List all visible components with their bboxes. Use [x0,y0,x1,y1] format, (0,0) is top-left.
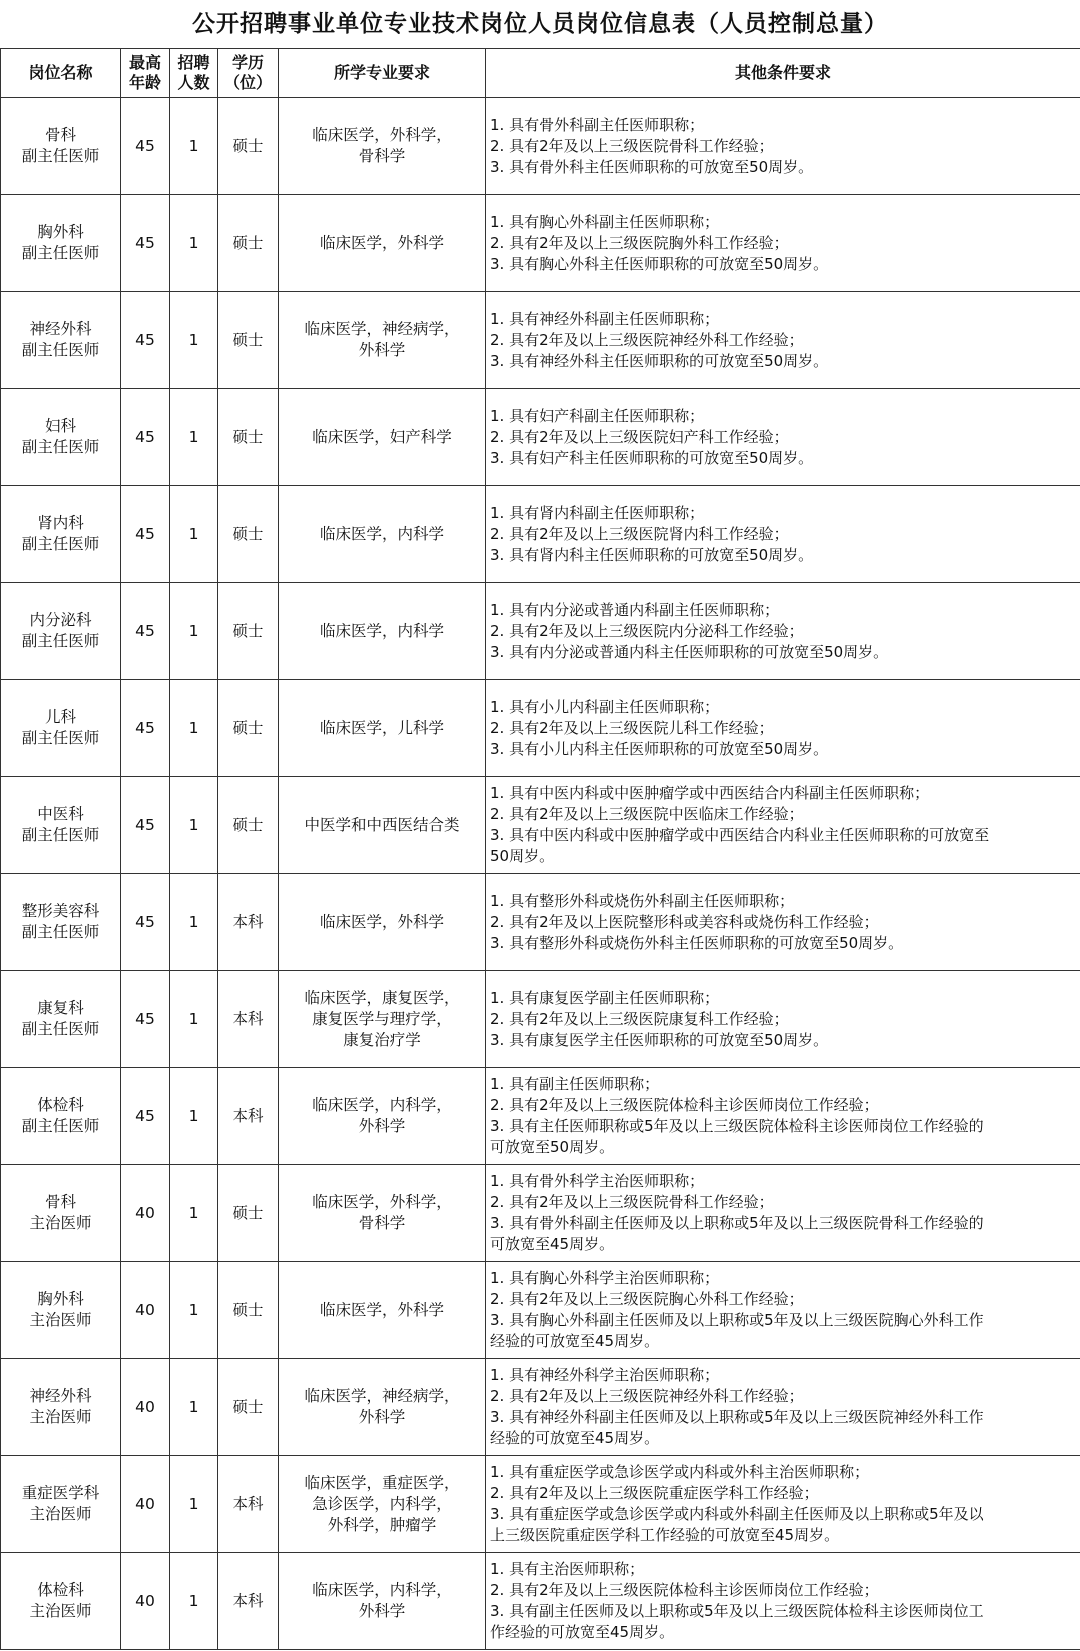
other-requirements-line: 1. 具有整形外科或烧伤外科副主任医师职称； [490,891,795,910]
major-requirement-line: 外科学 [358,341,406,359]
other-requirements [486,195,1080,292]
position-name-line: 肾内科 [37,514,84,532]
other-requirements-line: 3. 具有骨外科副主任医师及以上职称或5年及以上三级医院骨科工作经验的 [490,1214,984,1232]
max-age: 45 [121,777,170,874]
table-row [1,292,1080,389]
other-requirements-line: 1. 具有胸心外科学主治医师职称； [490,1269,720,1287]
header-position: 岗位名称 [1,49,121,98]
position-name-line: 重症医学科 [21,1484,100,1502]
major-requirement-line: 临床医学，重症医学， [304,1473,460,1492]
position-name-line: 副主任医师 [21,244,100,262]
other-requirements-line: 经验的可放宽至45周岁。 [490,1429,660,1447]
major-requirement-line: 康复治疗学 [343,1030,421,1049]
other-requirements-line: 3. 具有胸心外科主任医师职称的可放宽至50周岁。 [490,254,829,273]
position-name-line: 副主任医师 [21,1020,100,1038]
position-name-line: 副主任医师 [21,438,100,456]
education: 本科 [218,1068,279,1165]
position-name-line: 主治医师 [29,1505,92,1523]
position-name-line: 中医科 [37,805,84,823]
other-requirements-line: 2. 具有2年及以上三级医院神经外科工作经验； [490,330,804,349]
other-requirements-line: 2. 具有2年及以上三级医院体检科主诊医师岗位工作经验； [490,1581,879,1599]
position-name-line: 妇科 [44,417,76,435]
other-requirements-line: 1. 具有主治医师职称； [490,1560,645,1578]
major-requirement [279,292,486,389]
max-age: 45 [121,389,170,486]
other-requirements-line: 1. 具有肾内科副主任医师职称； [490,503,705,522]
education: 硕士 [218,777,279,874]
position-name-line: 副主任医师 [21,147,100,165]
recruit-count: 1 [170,874,218,971]
other-requirements [486,1456,1080,1553]
other-requirements [486,486,1080,583]
other-requirements-line: 1. 具有骨外科学主治医师职称； [490,1172,705,1190]
max-age: 45 [121,680,170,777]
education: 硕士 [218,195,279,292]
position-name [1,195,121,292]
other-requirements [486,1262,1080,1359]
other-requirements-line: 1. 具有副主任医师职称； [490,1075,660,1093]
other-requirements-line: 上三级医院重症医学科工作经验的可放宽至45周岁。 [490,1526,840,1544]
major-requirement-line: 临床医学，外科学， [312,1193,452,1211]
other-requirements-line: 2. 具有2年及以上三级医院妇产科工作经验； [490,427,789,446]
position-name [1,680,121,777]
major-requirement-line: 临床医学，内科学 [319,524,444,543]
other-requirements-line: 2. 具有2年及以上三级医院中医临床工作经验； [490,805,804,823]
major-requirement [279,680,486,777]
other-requirements-line: 2. 具有2年及以上三级医院康复科工作经验； [490,1009,789,1028]
position-name-line: 主治医师 [29,1408,92,1426]
other-requirements [486,1068,1080,1165]
recruit-count: 1 [170,1553,218,1650]
header-recruit-count: 招聘 人数 [170,49,218,98]
position-name [1,1068,121,1165]
major-requirement [279,874,486,971]
position-name [1,1359,121,1456]
other-requirements-line: 3. 具有副主任医师及以上职称或5年及以上三级医院体检科主诊医师岗位工 [490,1602,984,1620]
major-requirement-line: 临床医学，外科学 [319,912,444,931]
position-name-line: 副主任医师 [21,632,100,650]
other-requirements-line: 3. 具有肾内科主任医师职称的可放宽至50周岁。 [490,545,814,564]
header-education: 学历 （位） [218,49,279,98]
position-table [0,48,1080,1650]
position-name [1,1165,121,1262]
max-age: 40 [121,1262,170,1359]
education: 本科 [218,1553,279,1650]
other-requirements-line: 2. 具有2年及以上三级医院骨科工作经验； [490,1193,774,1211]
position-name [1,1262,121,1359]
table-header-row [1,49,1080,98]
other-requirements-line: 1. 具有小儿内科副主任医师职称； [490,697,720,716]
major-requirement-line: 中医学和中西医结合类 [304,815,460,834]
major-requirement [279,98,486,195]
major-requirement-line: 临床医学，神经病学， [304,1387,460,1405]
other-requirements [486,680,1080,777]
position-name [1,583,121,680]
max-age: 45 [121,583,170,680]
other-requirements [486,292,1080,389]
table-row [1,389,1080,486]
other-requirements [486,1165,1080,1262]
position-name [1,1456,121,1553]
max-age: 45 [121,1068,170,1165]
other-requirements [486,1359,1080,1456]
position-name-line: 神经外科 [29,320,92,338]
table-row [1,1262,1080,1359]
other-requirements-line: 作经验的可放宽至45周岁。 [490,1623,675,1641]
major-requirement [279,1359,486,1456]
table-row [1,1359,1080,1456]
major-requirement-line: 临床医学，儿科学 [319,718,444,737]
other-requirements-line: 3. 具有整形外科或烧伤外科主任医师职称的可放宽至50周岁。 [490,933,904,952]
position-name-line: 主治医师 [29,1311,92,1329]
position-name [1,486,121,583]
major-requirement [279,1456,486,1553]
table-row [1,971,1080,1068]
other-requirements-line: 1. 具有神经外科副主任医师职称； [490,309,720,328]
recruit-count: 1 [170,292,218,389]
position-name-line: 胸外科 [37,223,84,241]
position-name-line: 骨科 [44,1193,76,1211]
other-requirements-line: 2. 具有2年及以上三级医院胸外科工作经验； [490,233,789,252]
other-requirements-line: 1. 具有胸心外科副主任医师职称； [490,212,720,231]
other-requirements-line: 1. 具有中医内科或中医肿瘤学或中西医结合内科副主任医师职称； [490,784,930,802]
other-requirements-line: 3. 具有主任医师职称或5年及以上三级医院体检科主诊医师岗位工作经验的 [490,1117,984,1135]
table-row [1,874,1080,971]
position-name [1,874,121,971]
education: 硕士 [218,98,279,195]
other-requirements-line: 3. 具有康复医学主任医师职称的可放宽至50周岁。 [490,1030,829,1049]
recruit-count: 1 [170,1456,218,1553]
recruit-count: 1 [170,195,218,292]
page-title: 公开招聘事业单位专业技术岗位人员岗位信息表（人员控制总量） [192,11,888,37]
education: 硕士 [218,486,279,583]
education: 硕士 [218,1165,279,1262]
other-requirements-line: 1. 具有重症医学或急诊医学或内科或外科主治医师职称； [490,1463,870,1481]
position-name-line: 主治医师 [29,1602,92,1620]
major-requirement-line: 外科学 [358,1408,406,1426]
other-requirements-line: 可放宽至50周岁。 [490,1138,615,1156]
position-name [1,1553,121,1650]
education: 硕士 [218,1359,279,1456]
major-requirement [279,971,486,1068]
position-name-line: 康复科 [37,999,84,1017]
major-requirement [279,486,486,583]
recruit-count: 1 [170,1262,218,1359]
other-requirements-line: 2. 具有2年及以上三级医院儿科工作经验； [490,718,774,737]
position-name-line: 副主任医师 [21,923,100,941]
recruit-count: 1 [170,98,218,195]
education: 硕士 [218,583,279,680]
table-row [1,486,1080,583]
other-requirements-line: 3. 具有小儿内科主任医师职称的可放宽至50周岁。 [490,739,829,758]
position-name [1,389,121,486]
position-name [1,98,121,195]
table-row [1,1165,1080,1262]
recruit-count: 1 [170,1068,218,1165]
education: 硕士 [218,1262,279,1359]
max-age: 40 [121,1165,170,1262]
major-requirement-line: 临床医学，神经病学， [304,320,460,338]
table-row [1,777,1080,874]
recruit-count: 1 [170,777,218,874]
other-requirements-line: 1. 具有妇产科副主任医师职称； [490,406,705,425]
max-age: 40 [121,1359,170,1456]
major-requirement-line: 急诊医学，内科学， [312,1494,452,1513]
recruit-count: 1 [170,1165,218,1262]
other-requirements-line: 2. 具有2年及以上三级医院重症医学科工作经验； [490,1484,819,1502]
position-name-line: 体检科 [37,1581,84,1599]
other-requirements [486,583,1080,680]
other-requirements-line: 3. 具有内分泌或普通内科主任医师职称的可放宽至50周岁。 [490,642,889,661]
other-requirements-line: 2. 具有2年及以上三级医院肾内科工作经验； [490,524,789,543]
other-requirements-line: 1. 具有内分泌或普通内科副主任医师职称； [490,600,780,619]
recruit-count: 1 [170,583,218,680]
table-row [1,1456,1080,1553]
major-requirement-line: 外科学，肿瘤学 [327,1515,437,1534]
other-requirements [486,389,1080,486]
other-requirements-line: 3. 具有神经外科主任医师职称的可放宽至50周岁。 [490,351,829,370]
position-name-line: 神经外科 [29,1387,92,1405]
position-name [1,971,121,1068]
major-requirement-line: 临床医学，妇产科学 [312,427,452,446]
other-requirements-line: 50周岁。 [490,847,555,865]
major-requirement-line: 临床医学，内科学， [312,1581,452,1599]
header-major: 所学专业要求 [279,49,486,98]
major-requirement-line: 临床医学，康复医学， [304,988,460,1007]
other-requirements-line: 1. 具有康复医学副主任医师职称； [490,988,720,1007]
major-requirement-line: 临床医学，外科学， [312,126,452,144]
max-age: 45 [121,195,170,292]
major-requirement [279,195,486,292]
position-name-line: 副主任医师 [21,535,100,553]
major-requirement-line: 临床医学，外科学 [319,233,444,252]
max-age: 45 [121,486,170,583]
position-name [1,292,121,389]
position-name-line: 主治医师 [29,1214,92,1232]
major-requirement-line: 临床医学，内科学， [312,1096,452,1114]
max-age: 45 [121,98,170,195]
major-requirement-line: 临床医学，内科学 [319,621,444,640]
other-requirements-line: 经验的可放宽至45周岁。 [490,1332,660,1350]
other-requirements [486,98,1080,195]
max-age: 45 [121,874,170,971]
education: 本科 [218,874,279,971]
position-name [1,777,121,874]
position-name-line: 副主任医师 [21,1117,100,1135]
position-name-line: 整形美容科 [21,902,100,920]
other-requirements-line: 2. 具有2年及以上三级医院神经外科工作经验； [490,1387,804,1405]
other-requirements-line: 3. 具有胸心外科副主任医师及以上职称或5年及以上三级医院胸心外科工作 [490,1311,984,1329]
other-requirements-line: 1. 具有骨外科副主任医师职称； [490,115,705,134]
major-requirement [279,1262,486,1359]
position-name-line: 副主任医师 [21,729,100,747]
table-row [1,583,1080,680]
header-max-age: 最高 年龄 [121,49,170,98]
other-requirements-line: 3. 具有中医内科或中医肿瘤学或中西医结合内科业主任医师职称的可放宽至 [490,826,990,844]
major-requirement-line: 外科学 [358,1602,406,1620]
other-requirements-line: 2. 具有2年及以上三级医院体检科主诊医师岗位工作经验； [490,1096,879,1114]
max-age: 40 [121,1456,170,1553]
other-requirements-line: 2. 具有2年及以上医院整形科或美容科或烧伤科工作经验； [490,912,879,931]
major-requirement-line: 骨科学 [358,147,406,165]
recruit-count: 1 [170,389,218,486]
other-requirements [486,971,1080,1068]
other-requirements-line: 2. 具有2年及以上三级医院骨科工作经验； [490,136,774,155]
education: 本科 [218,1456,279,1553]
education: 本科 [218,971,279,1068]
position-name-line: 体检科 [37,1096,84,1114]
other-requirements-line: 2. 具有2年及以上三级医院内分泌科工作经验； [490,621,804,640]
other-requirements-line: 3. 具有神经外科副主任医师及以上职称或5年及以上三级医院神经外科工作 [490,1408,984,1426]
recruit-count: 1 [170,486,218,583]
major-requirement [279,583,486,680]
other-requirements [486,1553,1080,1650]
education: 硕士 [218,389,279,486]
header-other-requirements: 其他条件要求 [486,49,1080,98]
education: 硕士 [218,292,279,389]
major-requirement-line: 康复医学与理疗学， [312,1009,452,1028]
table-row [1,195,1080,292]
major-requirement [279,777,486,874]
major-requirement [279,389,486,486]
major-requirement-line: 外科学 [358,1117,406,1135]
major-requirement [279,1553,486,1650]
recruit-count: 1 [170,680,218,777]
table-row [1,98,1080,195]
position-name-line: 胸外科 [37,1290,84,1308]
position-name-line: 儿科 [44,708,76,726]
position-name-line: 副主任医师 [21,826,100,844]
major-requirement-line: 骨科学 [358,1214,406,1232]
other-requirements-line: 3. 具有骨外科主任医师职称的可放宽至50周岁。 [490,157,814,176]
recruit-count: 1 [170,1359,218,1456]
position-name-line: 内分泌科 [29,611,92,629]
table-row [1,1068,1080,1165]
other-requirements [486,777,1080,874]
major-requirement [279,1068,486,1165]
table-row [1,1553,1080,1650]
major-requirement-line: 临床医学，外科学 [319,1300,444,1319]
max-age: 40 [121,1553,170,1650]
other-requirements-line: 可放宽至45周岁。 [490,1235,615,1253]
other-requirements [486,874,1080,971]
other-requirements-line: 3. 具有重症医学或急诊医学或内科或外科副主任医师及以上职称或5年及以 [490,1505,984,1523]
max-age: 45 [121,292,170,389]
major-requirement [279,1165,486,1262]
position-name-line: 骨科 [44,126,76,144]
education: 硕士 [218,680,279,777]
recruit-count: 1 [170,971,218,1068]
other-requirements-line: 3. 具有妇产科主任医师职称的可放宽至50周岁。 [490,448,814,467]
position-name-line: 副主任医师 [21,341,100,359]
other-requirements-line: 1. 具有神经外科学主治医师职称； [490,1366,720,1384]
table-row [1,680,1080,777]
max-age: 45 [121,971,170,1068]
other-requirements-line: 2. 具有2年及以上三级医院胸心外科工作经验； [490,1290,804,1308]
